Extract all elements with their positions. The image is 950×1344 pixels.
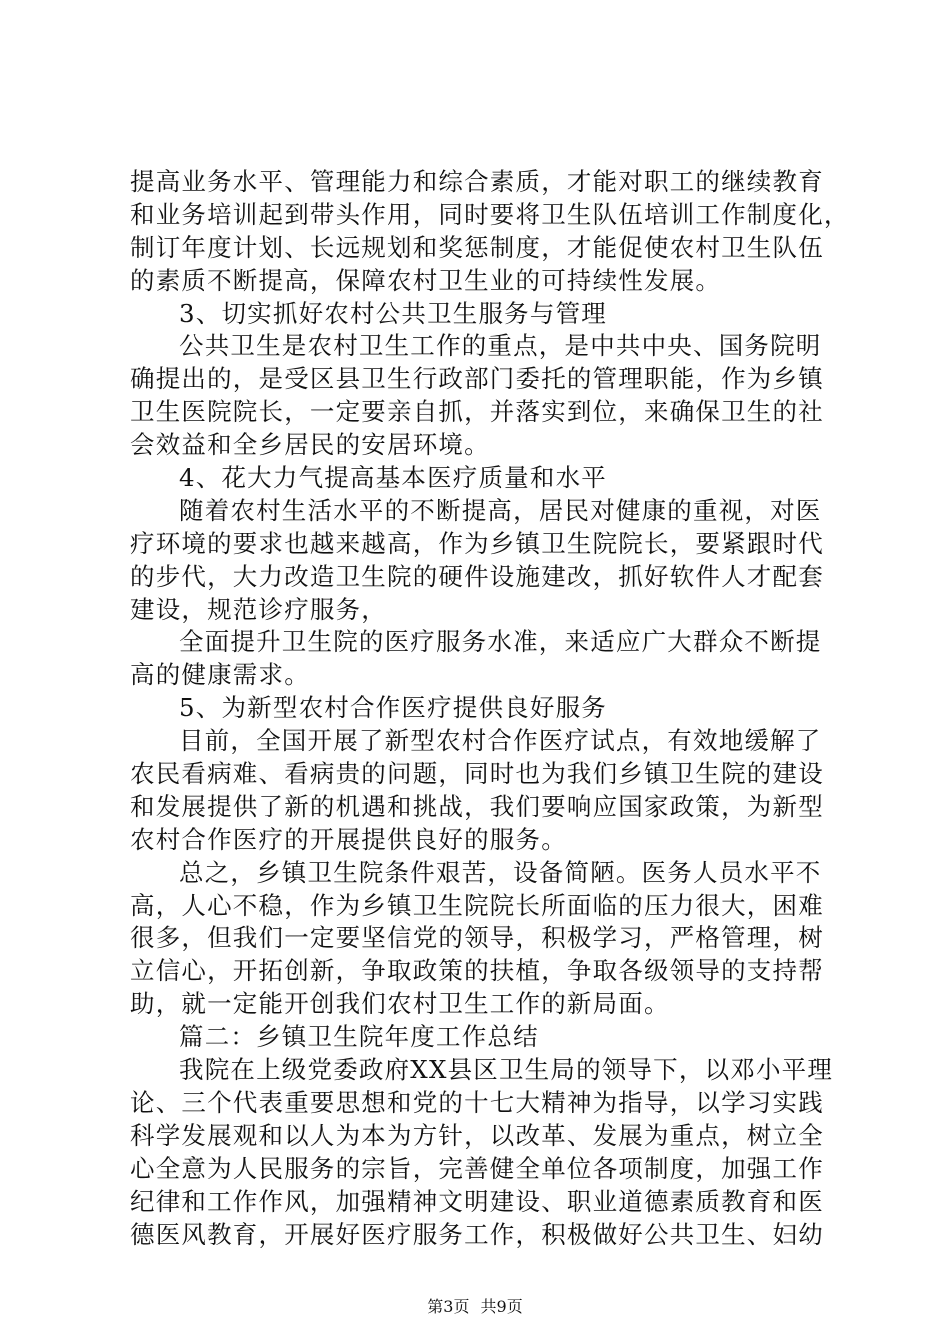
- text-line: 助，就一定能开创我们农村卫生工作的新局面。: [130, 989, 670, 1019]
- text-line: 我院在上级党委政府XX县区卫生局的领导下，以邓小平理: [179, 1055, 834, 1085]
- text-line: 目前，全国开展了新型农村合作医疗试点，有效地缓解了: [179, 726, 822, 756]
- text-line: 全面提升卫生院的医疗服务水准，来适应广大群众不断提: [179, 627, 822, 657]
- page-footer: [0, 1297, 950, 1317]
- text-line: 论、三个代表重要思想和党的十七大精神为指导，以学习实践: [130, 1087, 824, 1117]
- text-line: 高，人心不稳，作为乡镇卫生院院长所面临的压力很大，困难: [130, 890, 824, 920]
- text-line: 和业务培训起到带头作用，同时要将卫生队伍培训工作制度化，: [130, 199, 850, 229]
- text-line: 提高业务水平、管理能力和综合素质，才能对职工的继续教育: [130, 167, 824, 196]
- text-line: 5、为新型农村合作医疗提供良好服务: [179, 693, 607, 723]
- text-line: 的步代，大力改造卫生院的硬件设施建改，抓好软件人才配套: [130, 561, 824, 591]
- text-line: 疗环境的要求也越来越高，作为乡镇卫生院院长，要紧跟时代: [130, 528, 824, 558]
- text-line: 的素质不断提高，保障农村卫生业的可持续性发展。: [130, 265, 722, 295]
- text-line: 德医风教育，开展好医疗服务工作，积极做好公共卫生、妇幼: [130, 1219, 824, 1249]
- text-line: 4、花大力气提高基本医疗质量和水平: [179, 463, 607, 493]
- page-number: 第3页: [427, 1297, 470, 1316]
- text-line: 公共卫生是农村卫生工作的重点，是中共中央、国务院明: [179, 331, 822, 361]
- text-line: 3、切实抓好农村公共卫生服务与管理: [179, 298, 607, 328]
- text-line: 很多，但我们一定要坚信党的领导，积极学习，严格管理，树: [130, 923, 824, 953]
- text-line: 卫生医院院长，一定要亲自抓，并落实到位，来确保卫生的社: [130, 397, 824, 427]
- text-line: 心全意为人民服务的宗旨，完善健全单位各项制度，加强工作: [130, 1153, 824, 1183]
- text-line: 总之，乡镇卫生院条件艰苦，设备简陋。医务人员水平不: [179, 857, 822, 887]
- text-line: 确提出的，是受区县卫生行政部门委托的管理职能，作为乡镇: [130, 364, 824, 394]
- text-line: 会效益和全乡居民的安居环境。: [130, 430, 490, 460]
- text-line: 农村合作医疗的开展提供良好的服务。: [130, 824, 567, 854]
- document-body: [130, 166, 850, 1251]
- page-total: 共9页: [480, 1297, 523, 1316]
- text-line: 科学发展观和以人为本为方针，以改革、发展为重点，树立全: [130, 1120, 824, 1150]
- text-line: 高的健康需求。: [130, 660, 310, 690]
- text-line: 建设，规范诊疗服务，: [130, 594, 387, 624]
- text-line: 篇二：乡镇卫生院年度工作总结: [179, 1022, 539, 1052]
- text-line: 随着农村生活水平的不断提高，居民对健康的重视，对医: [179, 495, 822, 525]
- text-line: 和发展提供了新的机遇和挑战，我们要响应国家政策，为新型: [130, 791, 824, 821]
- text-line: 纪律和工作作风，加强精神文明建设、职业道德素质教育和医: [130, 1186, 824, 1216]
- text-line: 制订年度计划、长远规划和奖惩制度，才能促使农村卫生队伍: [130, 232, 824, 262]
- text-line: 立信心，开拓创新，争取政策的扶植，争取各级领导的支持帮: [130, 956, 824, 986]
- text-line: 农民看病难、看病贵的问题，同时也为我们乡镇卫生院的建设: [130, 759, 824, 789]
